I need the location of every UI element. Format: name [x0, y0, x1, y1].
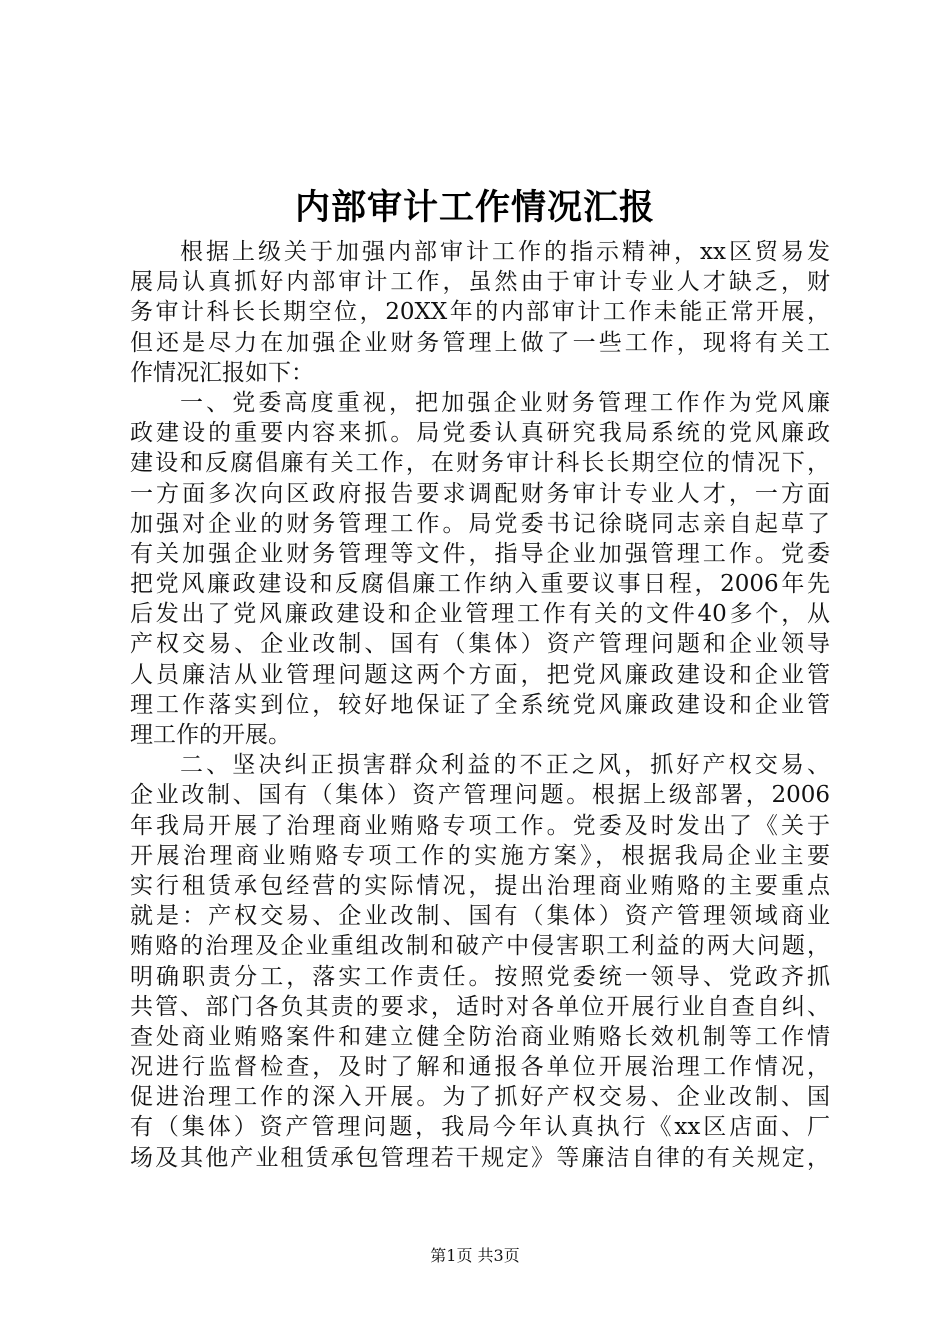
- text-line: 贿赂的治理及企业重组改制和破产中侵害职工利益的两大问题，: [130, 933, 830, 960]
- text-line: 根据上级关于加强内部审计工作的指示精神，xx区贸易发: [180, 239, 830, 265]
- text-line: 一、党委高度重视，把加强企业财务管理工作作为党风廉: [180, 389, 830, 416]
- text-line: 开展治理商业贿赂专项工作的实施方案》，根据我局企业主要: [130, 842, 830, 869]
- text-line: 但还是尽力在加强企业财务管理上做了一些工作，现将有关工: [130, 329, 830, 356]
- text-line: 促进治理工作的深入开展。为了抓好产权交易、企业改制、国: [130, 1084, 830, 1111]
- text-line: 况进行监督检查，及时了解和通报各单位开展治理工作情况，: [130, 1054, 830, 1081]
- document-body: [130, 237, 830, 1173]
- text-line: 有（集体）资产管理问题，我局今年认真执行《xx区店面、厂: [130, 1114, 830, 1141]
- text-line: 人员廉洁从业管理问题这两个方面，把党风廉政建设和企业管: [130, 661, 830, 688]
- text-line: 后发出了党风廉政建设和企业管理工作有关的文件40多个，从: [130, 601, 830, 628]
- text-line: 加强对企业的财务管理工作。局党委书记徐晓同志亲自起草了: [130, 510, 830, 537]
- document-title: 内部审计工作情况汇报: [294, 187, 655, 228]
- text-line: 实行租赁承包经营的实际情况，提出治理商业贿赂的主要重点: [130, 872, 830, 899]
- text-line: 政建设的重要内容来抓。局党委认真研究我局系统的党风廉政: [130, 420, 830, 447]
- text-line: 理工作的开展。: [130, 722, 291, 748]
- text-line: 二、坚决纠正损害群众利益的不正之风，抓好产权交易、: [180, 752, 830, 779]
- page-number-footer: 第1页 共3页: [430, 1246, 520, 1265]
- text-line: 建设和反腐倡廉有关工作，在财务审计科长长期空位的情况下，: [130, 450, 830, 477]
- text-line: 把党风廉政建设和反腐倡廉工作纳入重要议事日程，2006年先: [130, 571, 830, 598]
- text-line: 场及其他产业租赁承包管理若干规定》等廉洁自律的有关规定，: [130, 1144, 830, 1171]
- text-line: 作情况汇报如下：: [130, 359, 314, 386]
- text-line: 理工作落实到位，较好地保证了全系统党风廉政建设和企业管: [130, 691, 830, 718]
- text-line: 企业改制、国有（集体）资产管理问题。根据上级部署，2006: [130, 782, 830, 809]
- text-line: 有关加强企业财务管理等文件，指导企业加强管理工作。党委: [130, 540, 830, 567]
- text-line: 明确职责分工，落实工作责任。按照党委统一领导、党政齐抓: [130, 963, 830, 990]
- text-line: 展局认真抓好内部审计工作，虽然由于审计专业人才缺乏，财: [130, 269, 830, 296]
- text-line: 产权交易、企业改制、国有（集体）资产管理问题和企业领导: [130, 631, 830, 658]
- text-line: 一方面多次向区政府报告要求调配财务审计专业人才，一方面: [130, 480, 830, 507]
- text-line: 查处商业贿赂案件和建立健全防治商业贿赂长效机制等工作情: [130, 1023, 830, 1050]
- text-line: 就是：产权交易、企业改制、国有（集体）资产管理领域商业: [130, 903, 830, 930]
- text-line: 年我局开展了治理商业贿赂专项工作。党委及时发出了《关于: [130, 812, 830, 839]
- text-line: 共管、部门各负其责的要求，适时对各单位开展行业自查自纠、: [130, 993, 830, 1020]
- text-line: 务审计科长长期空位，20XX年的内部审计工作未能正常开展，: [130, 299, 830, 326]
